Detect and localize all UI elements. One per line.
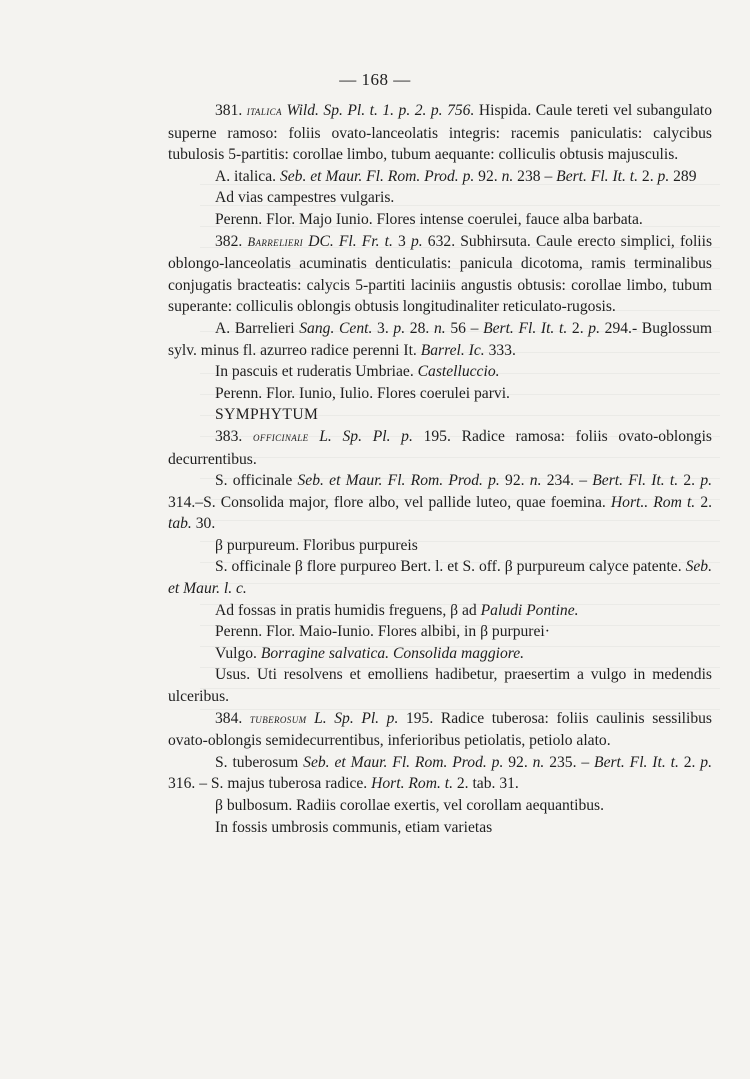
entry-384-habitat: In fossis umbrosis communis, etiam varietas [215, 818, 493, 836]
text-run: Seb. et Maur. Fl. Rom. Prod. p. [279, 167, 475, 185]
text-run: 2. [567, 319, 589, 337]
text-run: n. [529, 472, 542, 490]
text-run: tab. [168, 515, 192, 533]
text-run: n. [501, 167, 514, 185]
text-run: n. [433, 319, 446, 337]
text-run: 92. [503, 753, 533, 771]
text-run: Bert. Fl. It. t. [483, 319, 568, 337]
entry-number: 384. [215, 709, 243, 727]
text-run: 3. [372, 319, 394, 337]
species-epithet: Barrelieri [247, 234, 304, 249]
entry-382-flowering: Perenn. Flor. Iunio, Iulio. Flores coerulei parvi. [215, 384, 510, 402]
entry-382-description [168, 231, 712, 318]
text-run: Bert. Fl. It. t. [556, 167, 639, 185]
text-run: p. [588, 319, 600, 337]
authority-citation: Wild. Sp. Pl. t. 1. p. 2. p. 756. [286, 102, 475, 119]
text-run: In pascuis et ruderatis Umbriae. [215, 363, 418, 381]
entry-384-synonymy [168, 752, 712, 795]
text-run: Seb. et Maur. Fl. Rom. Prod. p. [297, 472, 500, 490]
text-run: 235. – [544, 753, 595, 771]
entry-383-variety: β purpureum. Floribus purpureis [215, 536, 418, 554]
text-run: Vulgo. [215, 644, 261, 662]
species-description: 195. Radice ramosa: foliis ovato-oblongis decurrentibus. [168, 427, 712, 468]
species-epithet: officinale [253, 429, 309, 444]
text-run: 92. [499, 472, 530, 490]
entry-381-synonymy [168, 166, 712, 188]
species-epithet: tuberosum [249, 711, 307, 726]
text-run: Seb. et Maur. l. c. [168, 558, 712, 598]
text-run: Hort. Rom. t. [371, 775, 453, 793]
entry-number: 382. [215, 232, 243, 250]
text-run: Paludi Pontine. [480, 601, 579, 619]
text-run: A. Barrelieri [215, 319, 300, 337]
text-run: 2. [678, 472, 701, 490]
text-run: 92. [474, 167, 502, 185]
entry-384-variety: β bulbosum. Radiis corollae exertis, vel corollam aequantibus. [215, 797, 605, 814]
authority-citation: L. Sp. Pl. p. [308, 427, 413, 445]
species-description: 195. Radice tuberosa: foliis caulinis sessilibus ovato-oblongis semidecurrentibus, inferioribus petiolatis, petiolo alato. [168, 709, 713, 750]
entry-382-habitat [168, 361, 712, 383]
text-run: 2. tab. 31. [452, 775, 519, 793]
entry-383-synonymy [168, 470, 712, 535]
text-run: n. [532, 753, 545, 771]
text-run: Sang. Cent. [299, 319, 373, 337]
page-body [168, 100, 712, 838]
entry-383-variety-synonymy [168, 556, 712, 599]
text-run: 3 [392, 232, 411, 250]
text-run: 28. [405, 319, 434, 337]
entry-383-uses: Usus. Uti resolvens et emolliens hadibetur, praesertim a vulgo in medendis ulceribus. [168, 666, 712, 706]
entry-383-description [168, 426, 712, 470]
text-run: Hort.. Rom t. [610, 493, 696, 511]
text-run: 2. [695, 493, 713, 511]
text-run: p. [700, 753, 712, 771]
text-run: 234. – [541, 472, 593, 490]
entry-381-description [168, 100, 712, 166]
entry-382-synonymy [168, 318, 712, 361]
text-run: p. [410, 232, 423, 250]
text-run: S. tuberosum [215, 753, 304, 771]
text-run: Castelluccio. [417, 363, 500, 381]
text-run: 56 – [445, 319, 484, 337]
entry-number: 381. [215, 102, 243, 119]
genus-heading: SYMPHYTUM [215, 406, 319, 424]
text-run: Barrel. Ic. [420, 341, 485, 359]
species-description: Hispida. Caule tereti vel subangulato superne ramoso: foliis ovato-lanceolatis integris: racemis paniculatis: calycibus tubulosis 5-partitis: corollae limbo, tubum aequante: colliculis obtusis majusculis. [168, 102, 713, 164]
text-run: 2. [638, 167, 658, 185]
text-run: 333. [484, 341, 516, 359]
text-run: 2. [678, 753, 701, 771]
entry-383-vernacular [168, 643, 712, 665]
text-run: S. officinale β flore purpureo Bert. l. et S. off. β purpureum calyce patente. [215, 558, 686, 576]
text-run: 289 [669, 167, 697, 185]
entry-381-habitat: Ad vias campestres vulgaris. [215, 189, 395, 207]
text-run: DC. Fl. Fr. t. [303, 232, 393, 250]
authority-citation: L. Sp. Pl. p. [306, 709, 399, 727]
text-run: 316. – S. majus tuberosa radice. [168, 775, 372, 793]
entry-384-description [168, 708, 712, 752]
text-run: p. [657, 167, 670, 185]
text-run: 238 – [513, 167, 557, 185]
text-run: 30. [191, 515, 216, 533]
text-run: Bert. Fl. It. t. [592, 472, 679, 490]
species-epithet: italica [246, 104, 282, 118]
text-run: S. officinale [215, 472, 298, 490]
text-run: Ad fossas in pratis humidis freguens, β ad [215, 601, 481, 619]
text-run: Seb. et Maur. Fl. Rom. Prod. p. [303, 753, 504, 771]
entry-number: 383. [215, 427, 243, 445]
text-run: A. italica. [215, 167, 280, 185]
entry-381-flowering: Perenn. Flor. Majo Iunio. Flores intense coerulei, fauce alba barbata. [215, 210, 643, 228]
text-run: Borragine salvatica. Consolida maggiore. [260, 644, 525, 662]
text-run: Bert. Fl. It. t. [594, 753, 679, 771]
text-run: 294.- Buglossum sylv. minus fl. azurreo radice perenni It. [168, 319, 712, 359]
entry-383-flowering: Perenn. Flor. Maio-Iunio. Flores albibi, in β purpurei· [215, 623, 550, 641]
page-number: — 168 — [339, 70, 411, 89]
species-description: 632. Subhirsuta. Caule erecto simplici, foliis oblongo-lanceolatis acuminatis denticulatis: panicula dicotoma, ramis terminalibus conjugatis bracteatis: calycis 5-partiti laciniis angustis obtusis: corollae limbo, tubum superante: colliculis oblongis obtusis longitudinaliter reticulato-rugosis. [168, 232, 713, 316]
text-run: p. [700, 472, 713, 490]
text-run: 314.–S. Consolida major, flore albo, vel pallide luteo, quae foemina. [168, 493, 611, 511]
entry-383-habitat [168, 600, 712, 622]
text-run: p. [393, 319, 406, 337]
